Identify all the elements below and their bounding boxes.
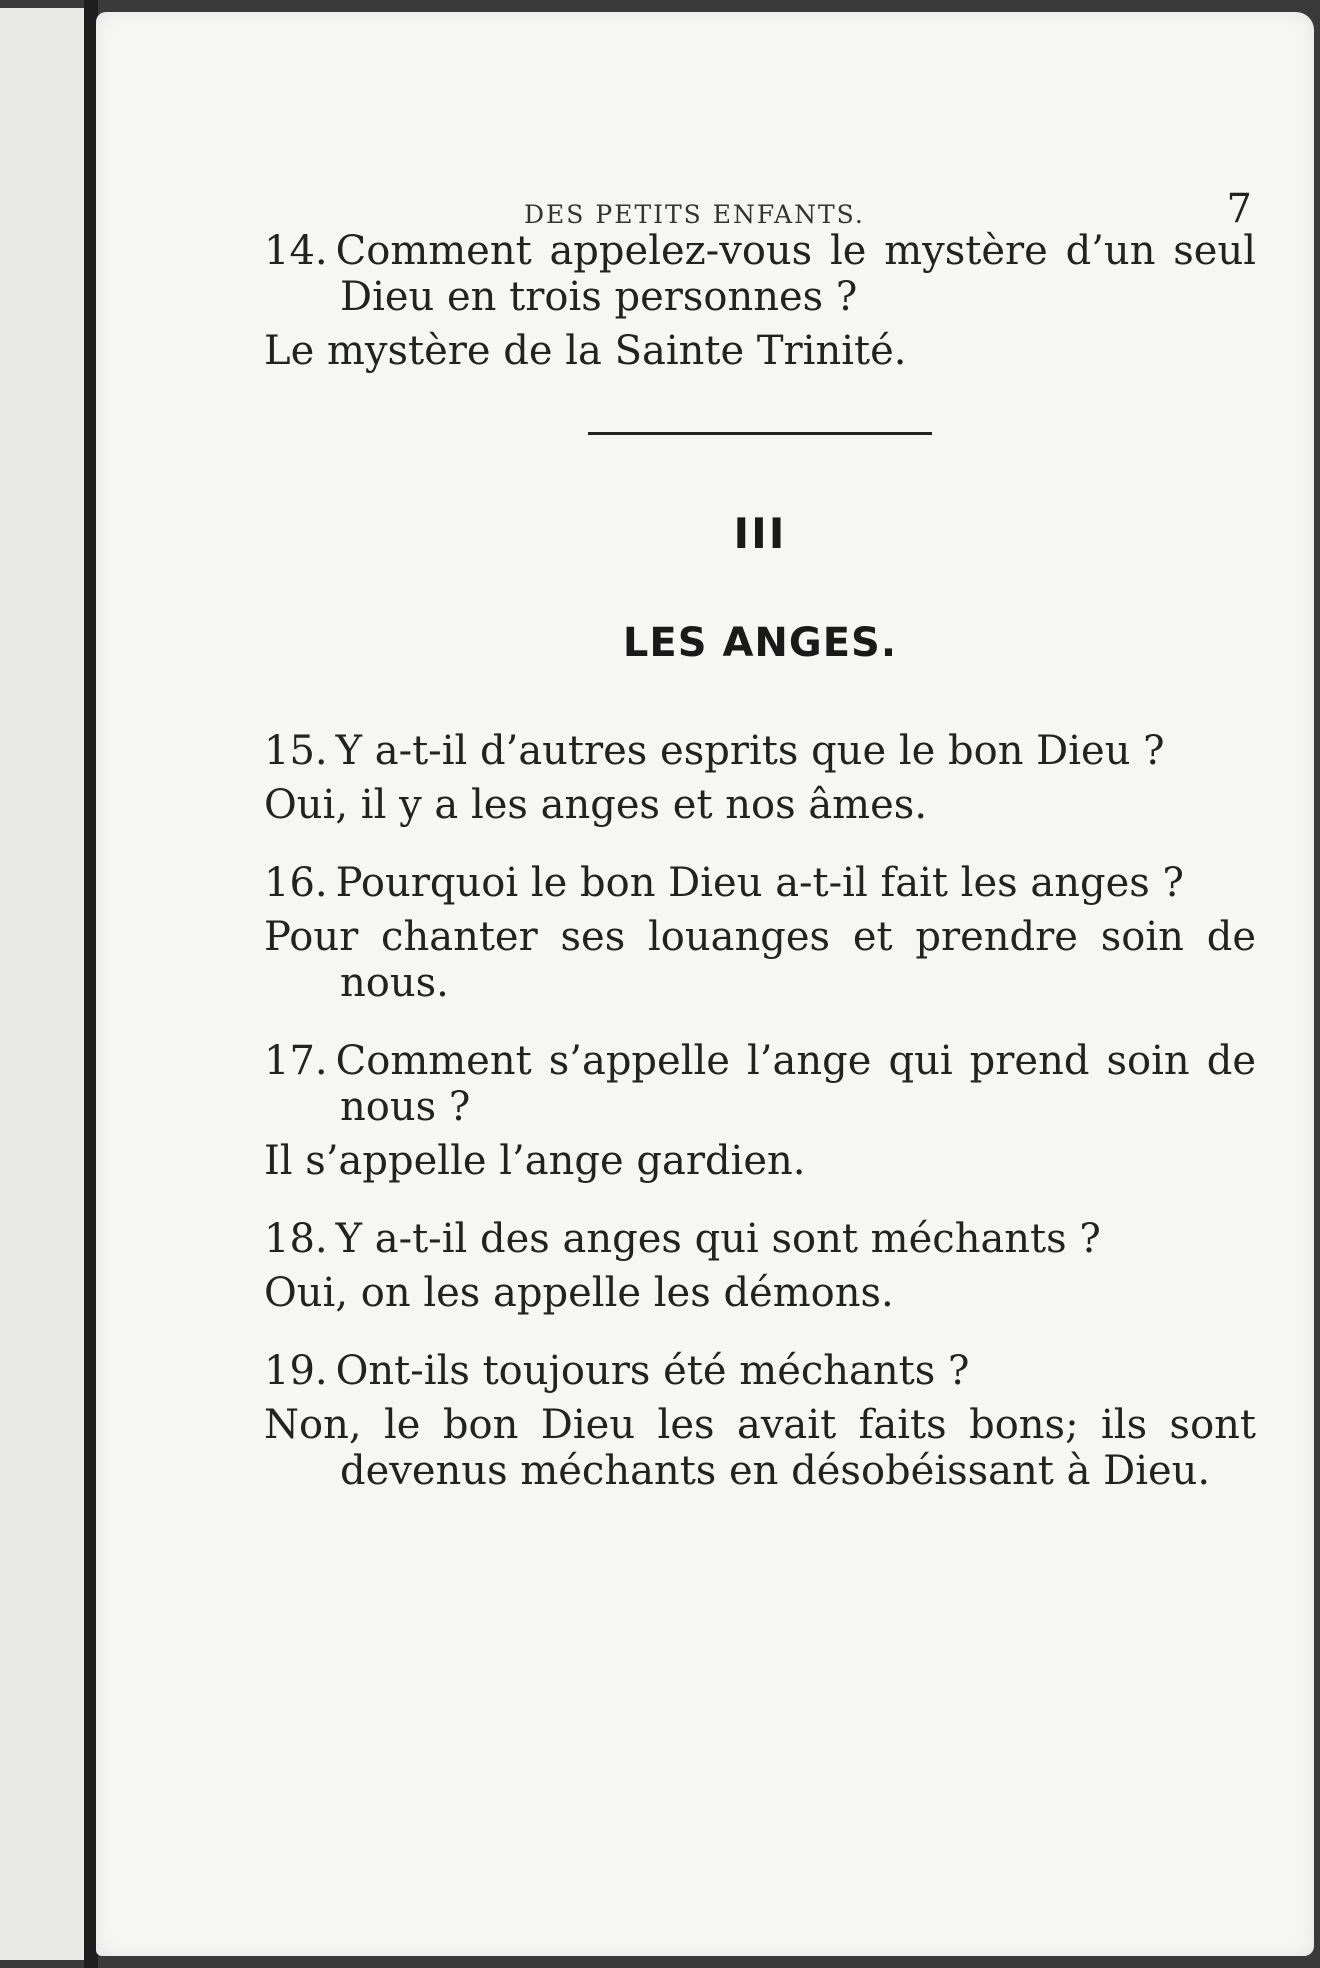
question-text: Comment s’appelle l’ange qui prend soin de nous ? [335, 1038, 1256, 1130]
question-text: Y a-t-il d’autres esprits que le bon Dieu ? [335, 728, 1165, 774]
qa-block-16 [264, 860, 1256, 1006]
question-number: 18. [264, 1216, 328, 1262]
qa-block-14 [264, 228, 1256, 374]
section-title: LES ANGES. [622, 620, 898, 666]
answer: Pour chanter ses louanges et prendre soin de nous. [264, 914, 1256, 1006]
question [264, 860, 1256, 906]
question [264, 228, 1256, 320]
answer: Oui, il y a les anges et nos âmes. [264, 782, 928, 828]
question [264, 1216, 1256, 1262]
question-number: 17. [264, 1038, 328, 1084]
answer: Non, le bon Dieu les avait faits bons; ils sont devenus méchants en désobéissant à Dieu. [264, 1402, 1256, 1494]
question-text: Y a-t-il des anges qui sont méchants ? [335, 1216, 1101, 1262]
section-divider-rule [588, 432, 932, 435]
question-text: Pourquoi le bon Dieu a-t-il fait les anges ? [335, 860, 1184, 906]
question-number: 14. [264, 228, 328, 274]
question-number: 15. [264, 728, 328, 774]
question-text: Comment appelez-vous le mystère d’un seul Dieu en trois personnes ? [335, 228, 1256, 320]
question-number: 16. [264, 860, 328, 906]
answer: Il s’appelle l’ange gardien. [264, 1138, 806, 1184]
question [264, 728, 1256, 774]
qa-block-18 [264, 1216, 1256, 1316]
facing-page-edge [0, 8, 87, 1960]
question-text: Ont-ils toujours été méchants ? [335, 1348, 970, 1394]
qa-block-19 [264, 1348, 1256, 1494]
qa-block-15 [264, 728, 1256, 828]
answer: Le mystère de la Sainte Trinité. [264, 328, 907, 374]
running-title: DES PETITS ENFANTS. [524, 200, 865, 229]
section-number: III [733, 509, 787, 558]
qa-block-17 [264, 1038, 1256, 1184]
answer: Oui, on les appelle les démons. [264, 1270, 894, 1316]
book-page [96, 12, 1314, 1956]
page-number: 7 [1226, 186, 1252, 232]
running-head [264, 162, 1256, 232]
question [264, 1348, 1256, 1394]
page-text-area [264, 162, 1256, 1526]
question-number: 19. [264, 1348, 328, 1394]
question [264, 1038, 1256, 1130]
